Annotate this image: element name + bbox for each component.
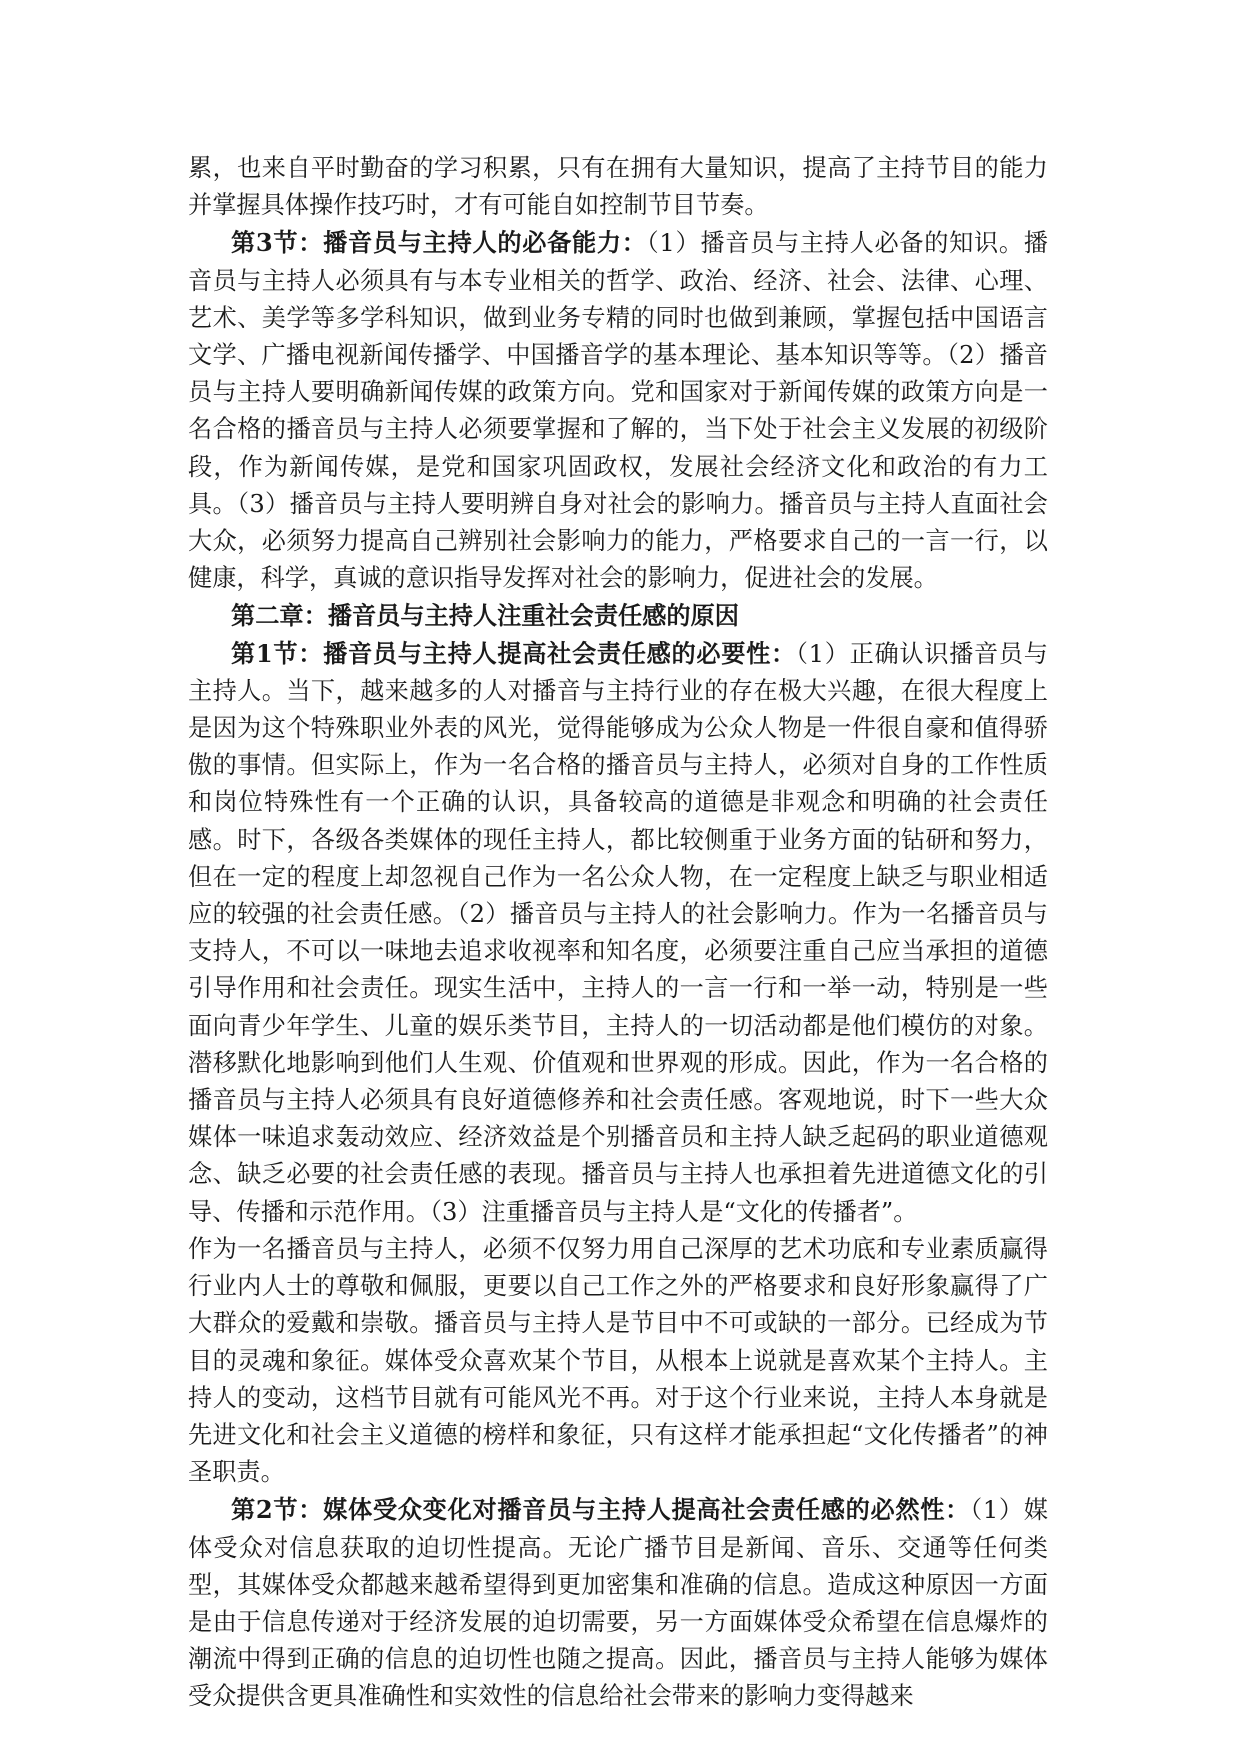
chapter-2-heading: 第二章：播音员与主持人注重社会责任感的原因	[231, 601, 739, 631]
section-1-paragraph	[188, 635, 1048, 1231]
section-1-heading: 第1节：播音员与主持人提高社会责任感的必要性：	[231, 638, 796, 668]
section-2-body: （1）媒体受众对信息获取的迫切性提高。无论广播节目是新闻、音乐、交通等任何类型，其媒体受众都越来越希望得到更加密集和准确的信息。造成这种原因一方面是由于信息传递对于经济发展的迫切需要，另一方面媒体受众希望在信息爆炸的潮流中得到正确的信息的迫切性也随之提高。因此，播音员与主持人能够为媒体受众提供含更具准确性和实效性的信息给社会带来的影响力变得越来	[188, 1496, 1048, 1711]
section-2-paragraph	[188, 1491, 1048, 1715]
section-3-body: （1）播音员与主持人必备的知识。播音员与主持人必须具有与本专业相关的哲学、政治、经济、社会、法律、心理、艺术、美学等多学科知识，做到业务专精的同时也做到兼顾，掌握包括中国语言文学、广播电视新闻传播学、中国播音学的基本理论、基本知识等等。（2）播音员与主持人要明确新闻传媒的政策方向。党和国家对于新闻传媒的政策方向是一名合格的播音员与主持人必须要掌握和了解的，当下处于社会主义发展的初级阶段，作为新闻传媒，是党和国家巩固政权，发展社会经济文化和政治的有力工具。（3）播音员与主持人要明辨自身对社会的影响力。播音员与主持人直面社会大众，必须努力提高自己辨别社会影响力的能力，严格要求自己的一言一行，以健康，科学，真诚的意识指导发挥对社会的影响力，促进社会的发展。	[188, 229, 1048, 593]
section-3-heading: 第3节：播音员与主持人的必备能力：	[231, 228, 647, 258]
section-2-heading: 第2节：媒体受众变化对播音员与主持人提高社会责任感的必然性：	[231, 1495, 971, 1525]
section-1-body: （1）正确认识播音员与主持人。当下，越来越多的人对播音与主持行业的存在极大兴趣，在很大程度上是因为这个特殊职业外表的风光，觉得能够成为公众人物是一件很自豪和值得骄傲的事情。但实际上，作为一名合格的播音员与主持人，必须对自身的工作性质和岗位特殊性有一个正确的认识，具备较高的道德是非观念和明确的社会责任感。时下，各级各类媒体的现任主持人，都比较侧重于业务方面的钻研和努力，但在一定的程度上却忽视自己作为一名公众人物，在一定程度上缺乏与职业相适应的较强的社会责任感。（2）播音员与主持人的社会影响力。作为一名播音员与支持人，不可以一味地去追求收视率和知名度，必须要注重自己应当承担的道德引导作用和社会责任。现实生活中，主持人的一言一行和一举一动，特别是一些面向青少年学生、儿童的娱乐类节目，主持人的一切活动都是他们模仿的对象。潜移默化地影响到他们人生观、价值观和世界观的形成。因此，作为一名合格的播音员与主持人必须具有良好道德修养和社会责任感。客观地说，时下一些大众媒体一味追求轰动效应、经济效益是个别播音员和主持人缺乏起码的职业道德观念、缺乏必要的社会责任感的表现。播音员与主持人也承担着先进道德文化的引导、传播和示范作用。（3）注重播音员与主持人是“文化的传播者”。	[188, 639, 1048, 1226]
paragraph-continuation: 累，也来自平时勤奋的学习积累，只有在拥有大量知识，提高了主持节目的能力并掌握具体操作技巧时，才有可能自如控制节目节奏。	[188, 154, 1048, 220]
section-3-paragraph	[188, 224, 1048, 597]
culture-transmitter-paragraph: 作为一名播音员与主持人，必须不仅努力用自己深厚的艺术功底和专业素质赢得行业内人士的尊敬和佩服，更要以自己工作之外的严格要求和良好形象赢得了广大群众的爱戴和崇敬。播音员与主持人是节目中不可或缺的一部分。已经成为节目的灵魂和象征。媒体受众喜欢某个节目，从根本上说就是喜欢某个主持人。主持人的变动，这档节目就有可能风光不再。对于这个行业来说，主持人本身就是先进文化和社会主义道德的榜样和象征，只有这样才能承担起“文化传播者”的神圣职责。	[188, 1234, 1048, 1487]
document-page	[188, 150, 1048, 1716]
